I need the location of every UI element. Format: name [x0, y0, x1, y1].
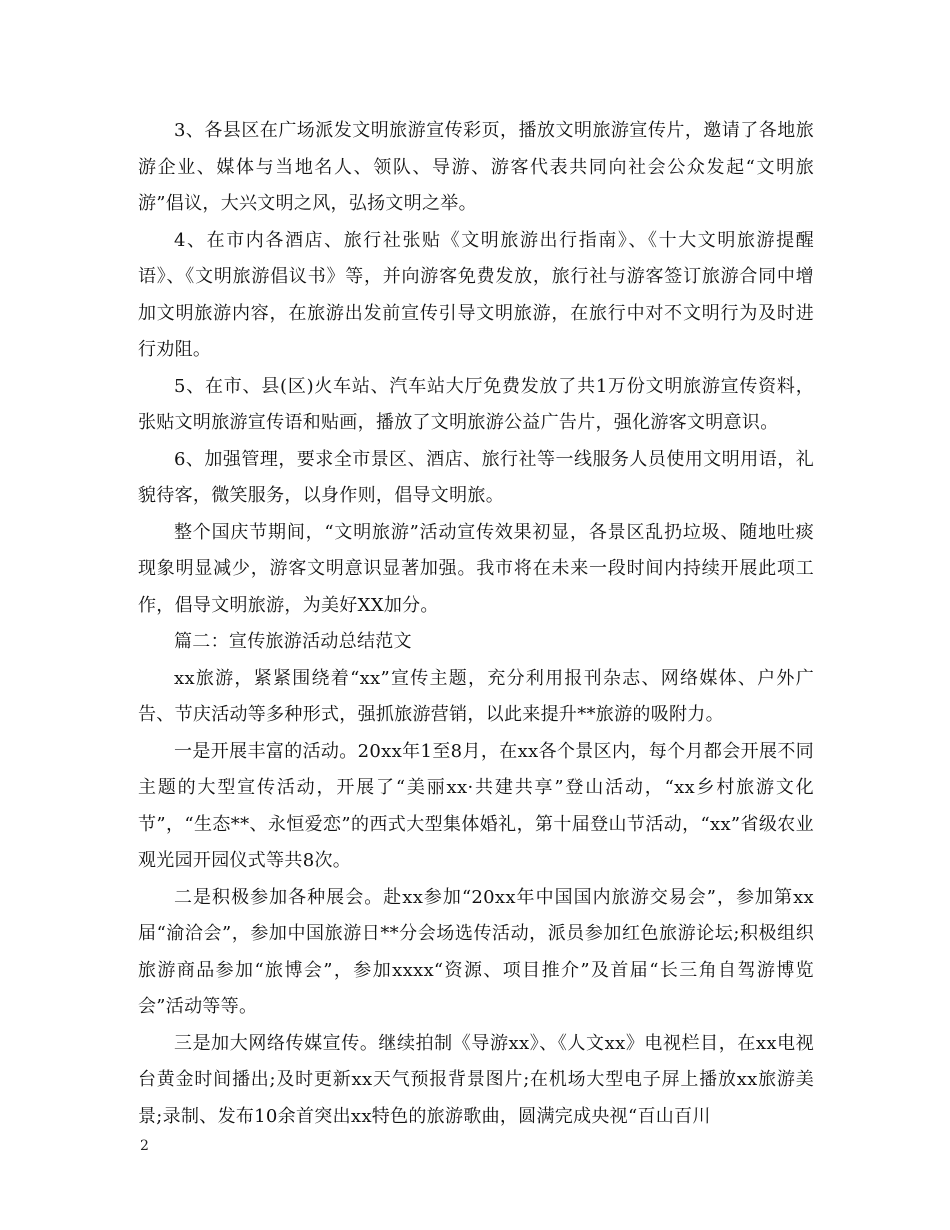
paragraph-item-4: 4、在市内各酒店、旅行社张贴《文明旅游出行指南》、《十大文明旅游提醒语》、《文明旅游倡议书》等，并向游客免费发放，旅行社与游客签订旅游合同中增加文明旅游内容，在旅游出发前宣传引导文明旅游，在旅行中对不文明行为及时进行劝阻。: [138, 229, 814, 360]
paragraph-item-6: 6、加强管理，要求全市景区、酒店、旅行社等一线服务人员使用文明用语，礼貌待客，微笑服务，以身作则，倡导文明旅。: [138, 448, 814, 506]
paragraph-summary: 整个国庆节期间，“文明旅游”活动宣传效果初显，各景区乱扔垃圾、随地吐痰现象明显减少，游客文明意识显著加强。我市将在未来一段时间内持续开展此项工作，倡导文明旅游，为美好XX加分。: [138, 521, 814, 616]
paragraph-activities: 一是开展丰富的活动。20xx年1至8月，在xx各个景区内，每个月都会开展不同主题的大型宣传活动，开展了“美丽xx·共建共享”登山活动，“xx乡村旅游文化节”，“生态**、永恒爱恋”的西式大型集体婚礼，第十届登山节活动，“xx”省级农业观光园开园仪式等共8次。: [138, 740, 814, 871]
paragraph-item-3: 3、各县区在广场派发文明旅游宣传彩页，播放文明旅游宣传片，邀请了各地旅游企业、媒体与当地名人、领队、导游、游客代表共同向社会公众发起“文明旅游”倡议，大兴文明之风，弘扬文明之举。: [138, 120, 814, 214]
section-heading: 篇二：宣传旅游活动总结范文: [174, 631, 412, 652]
page-number: 2: [140, 1138, 149, 1154]
document-body: [138, 113, 814, 1135]
paragraph-media: 三是加大网络传媒宣传。继续拍制《导游xx》、《人文xx》电视栏目，在xx电视台黄金时间播出;及时更新xx天气预报背景图片;在机场大型电子屏上播放xx旅游美景;录制、发布10余首突出xx特色的旅游歌曲，圆满完成央视“百山百川: [138, 1032, 814, 1127]
paragraph-intro: xx旅游，紧紧围绕着“xx”宣传主题，充分利用报刊杂志、网络媒体、户外广告、节庆活动等多种形式，强抓旅游营销，以此来提升**旅游的吸附力。: [138, 667, 814, 725]
paragraph-item-5: 5、在市、县(区)火车站、汽车站大厅免费发放了共1万份文明旅游宣传资料，张贴文明旅游宣传语和贴画，播放了文明旅游公益广告片，强化游客文明意识。: [138, 375, 814, 433]
paragraph-exhibitions: 二是积极参加各种展会。赴xx参加“20xx年中国国内旅游交易会”，参加第xx届“渝洽会”，参加中国旅游日**分会场选传活动，派员参加红色旅游论坛;积极组织旅游商品参加“旅博会”，参加xxxx“资源、项目推介”及首届“长三角自驾游博览会”活动等等。: [138, 886, 814, 1017]
